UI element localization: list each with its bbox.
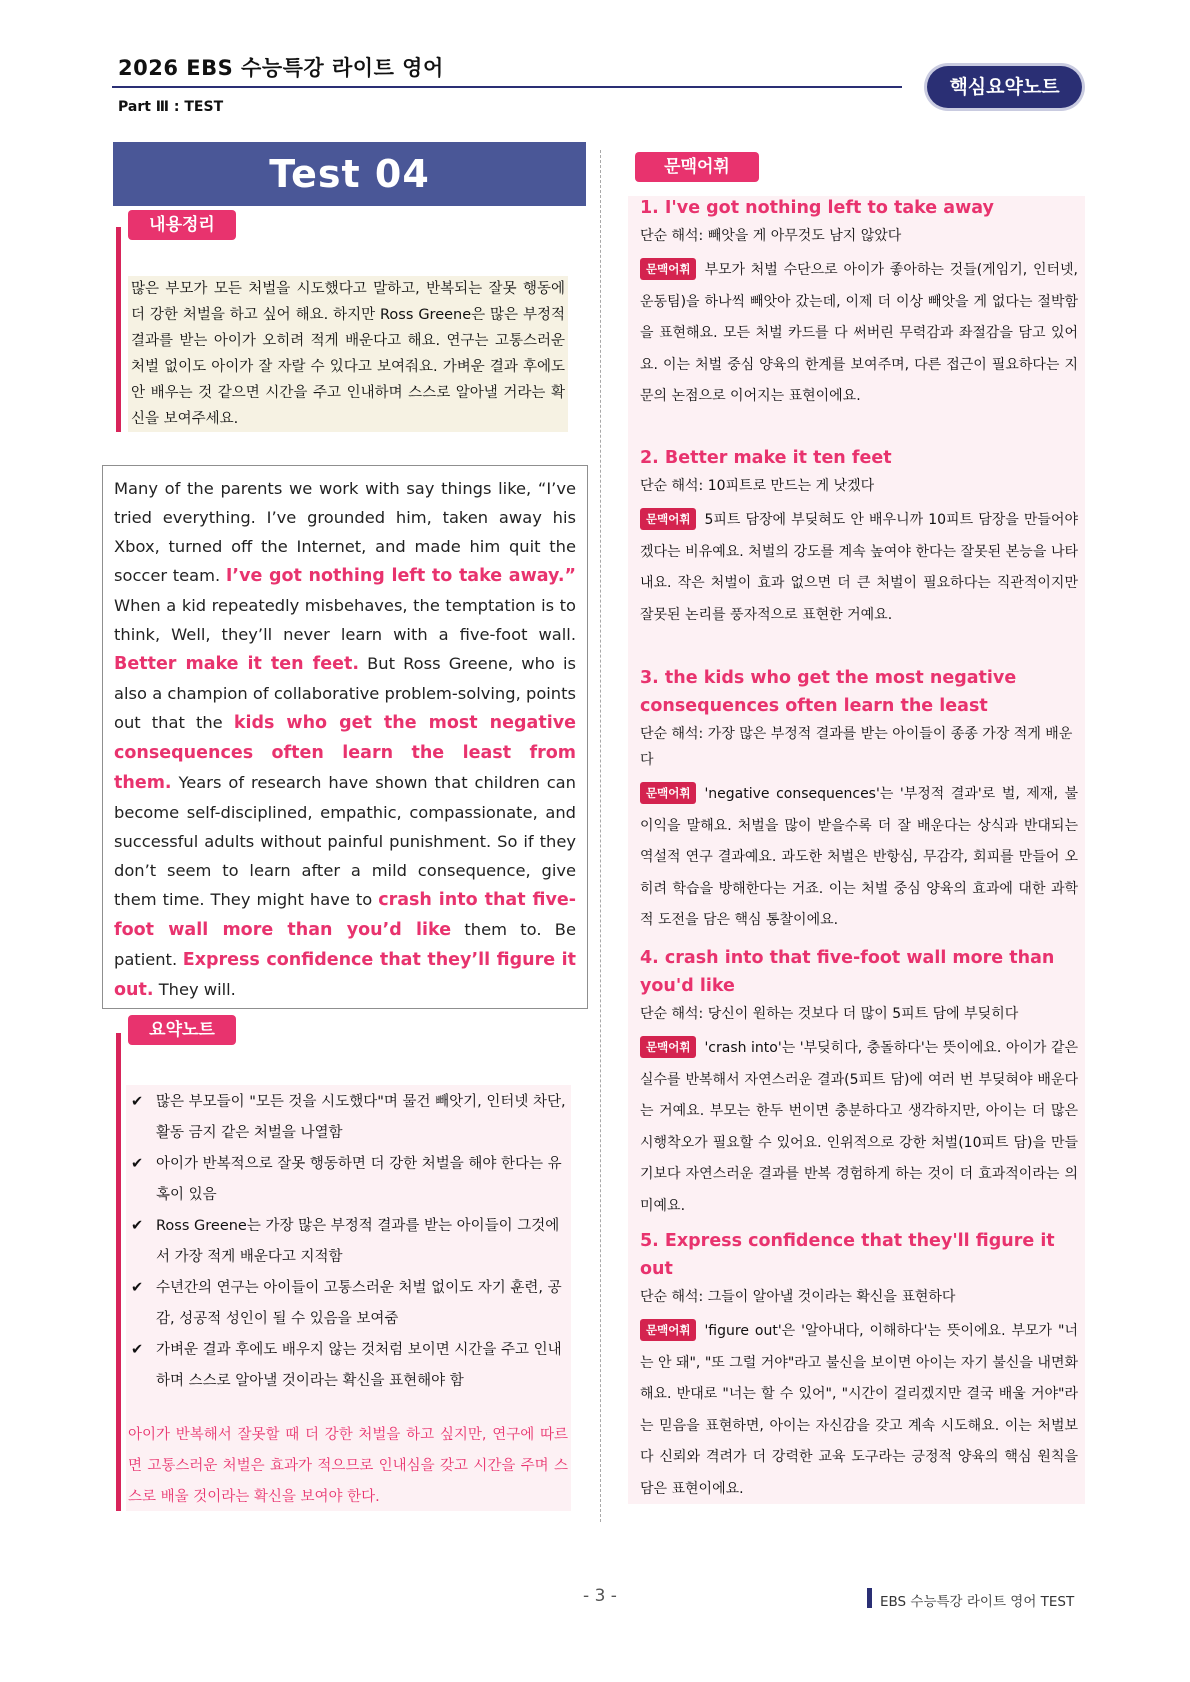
summary-item: ✔ 많은 부모들이 "모든 것을 시도했다"며 물건 빼앗기, 인터넷 차단, 활동 금지 같은 처벌을 나열함 (128, 1087, 568, 1149)
check-icon: ✔ (131, 1280, 144, 1296)
passage-highlight: kids who get the most negative consequences often learn the least from them. (114, 713, 576, 793)
vocab-explanation: 문맥어휘 'crash into'는 '부딪히다, 충돌하다'는 뜻이에요. 아이가 같은 실수를 반복해서 자연스러운 결과(5피트 담)에 여러 번 부딪혀야 배운다는 거예요. 부모는 한두 번이면 충분하다고 생각하지만, 아이는 더 많은 시행착오가 필요할 수 있어요. 인위적으로 강한 처벌(10피트 담)을 만들기보다 자연스러운 결과를 반복 경험하게 하는 것이 더 효과적이라는 의미예요. (640, 1033, 1078, 1222)
summary-conclusion: 아이가 반복해서 잘못할 때 더 강한 처벌을 하고 싶지만, 연구에 따르면 고통스러운 처벌은 효과가 적으므로 인내심을 갖고 시간을 주며 스스로 배울 것이라는 확신을 보여야 한다. (128, 1427, 568, 1505)
vocab-meaning: 단순 해석: 10피트로 만드는 게 낫겠다 (640, 478, 875, 494)
passage-highlight: I’ve got nothing left to take away.” (225, 566, 576, 586)
vocab-item (640, 944, 1078, 1222)
summary-item: ✔ 수년간의 연구는 아이들이 고통스러운 처벌 없이도 자기 훈련, 공감, 성공적 성인이 될 수 있음을 보여줌 (128, 1273, 568, 1335)
check-icon: ✔ (131, 1342, 144, 1358)
footer-text: EBS 수능특강 라이트 영어 TEST (880, 1594, 1075, 1610)
vocab-phrase: 1. I've got nothing left to take away (640, 198, 994, 218)
test-title-banner: Test 04 (113, 142, 586, 206)
vocab-tag: 문맥어휘 (640, 1036, 696, 1058)
vocab-item (640, 444, 1078, 631)
vocab-explanation: 문맥어휘 'negative consequences'는 '부정적 결과'로 벌, 제재, 불이익을 말해요. 처벌을 많이 받을수록 더 잘 배운다는 상식과 반대되는 역설적 연구 결과예요. 과도한 처벌은 반항심, 무감각, 회피를 만들어 오히려 학습을 방해한다는 거죠. 이는 처벌 중심 양육의 효과에 대한 과학적 도전을 담은 핵심 통찰이에요. (640, 779, 1078, 937)
vocab-phrase: 3. the kids who get the most negative consequences often learn the least (640, 668, 1017, 716)
passage-box (102, 465, 588, 1009)
passage-highlight: Better make it ten feet. (114, 654, 360, 674)
passage-text: But Ross Greene, who is also a champion of collaborative problem-solving, points out that the (114, 654, 576, 732)
passage-text: They will. (158, 980, 236, 999)
vocab-meaning: 단순 해석: 가장 많은 부정적 결과를 받는 아이들이 종종 가장 적게 배운다 (640, 726, 1073, 768)
passage-text: them to. Be patient. (114, 920, 576, 969)
passage-highlight: crash into that five-foot wall more than you’d like (114, 890, 577, 940)
summary-note-label: 요약노트 (128, 1015, 236, 1045)
passage-text: When a kid repeatedly misbehaves, the temptation is to think, Well, they’ll never learn with a five-foot wall. (114, 596, 576, 644)
vocab-item (640, 1227, 1078, 1505)
vocab-tag: 문맥어휘 (640, 508, 696, 530)
vocab-phrase: 4. crash into that five-foot wall more than you'd like (640, 948, 1055, 996)
summary-item: ✔ 가벼운 결과 후에도 배우지 않는 것처럼 보이면 시간을 주고 인내하며 스스로 알아낼 것이라는 확신을 표현해야 함 (128, 1335, 568, 1397)
summary-item: ✔ 아이가 반복적으로 잘못 행동하면 더 강한 처벌을 해야 한다는 유혹이 있음 (128, 1149, 568, 1211)
vocab-item (640, 194, 1078, 413)
header-badge: 핵심요약노트 (927, 66, 1082, 108)
vocab-tag: 문맥어휘 (640, 258, 696, 280)
passage-text: Many of the parents we work with say things like, “I’ve tried everything. I’ve grounded him, taken away his Xbox, turned off the Internet, and made him quit the soccer team. (114, 479, 576, 585)
vocab-item (640, 664, 1078, 937)
vocab-tag: 문맥어휘 (640, 782, 696, 804)
summary-list (128, 1087, 568, 1397)
check-icon: ✔ (131, 1094, 144, 1110)
content-summary-text: 많은 부모가 모든 처벌을 시도했다고 말하고, 반복되는 잘못 행동에 더 강한 처벌을 하고 싶어 해요. 하지만 Ross Greene은 많은 부정적 결과를 받는 아이가 오히려 적게 배운다고 해요. 연구는 고통스러운 처벌 없이도 아이가 잘 자랄 수 있다고 보여줘요. 가벼운 결과 후에도 안 배우는 것 같으면 시간을 주고 인내하며 스스로 알아낼 거라는 확신을 보여주세요. (128, 276, 568, 432)
vocab-phrase: 5. Express confidence that they'll figure it out (640, 1231, 1055, 1279)
check-icon: ✔ (131, 1156, 144, 1172)
footer-bar (867, 1588, 872, 1608)
passage-highlight: Express confidence that they’ll figure it out. (114, 950, 576, 1000)
vocab-tag: 문맥어휘 (640, 1319, 696, 1341)
header-part: Part Ⅲ : TEST (118, 99, 224, 115)
vocab-explanation: 문맥어휘 5피트 담장에 부딪혀도 안 배우니까 10피트 담장을 만들어야겠다는 비유예요. 처벌의 강도를 계속 높여야 한다는 잘못된 본능을 나타내요. 작은 처벌이 효과 없으면 더 큰 처벌이 필요하다는 직관적이지만 잘못된 논리를 풍자적으로 표현한 거예요. (640, 505, 1078, 631)
vocab-phrase: 2. Better make it ten feet (640, 448, 892, 468)
vocab-meaning: 단순 해석: 당신이 원하는 것보다 더 많이 5피트 담에 부딪히다 (640, 1006, 1019, 1022)
column-divider (600, 150, 601, 1522)
check-icon: ✔ (131, 1218, 144, 1234)
passage-text: Years of research have shown that children can become self-disciplined, empathic, compassionate, and successful adults without painful punishment. So if they don’t seem to learn after a mild consequence, give them time. They might have to (114, 773, 576, 909)
header-divider (112, 86, 902, 88)
content-summary-label: 내용정리 (128, 210, 236, 240)
vocab-label: 문맥어휘 (635, 152, 759, 182)
page-number: - 3 - (583, 1586, 617, 1606)
vocab-meaning: 단순 해석: 빼앗을 게 아무것도 남지 않았다 (640, 228, 902, 244)
vocab-explanation: 문맥어휘 'figure out'은 '알아내다, 이해하다'는 뜻이에요. 부모가 "너는 안 돼", "또 그럴 거야"라고 불신을 보이면 아이는 자기 불신을 내면화해요. 반대로 "너는 할 수 있어", "시간이 걸리겠지만 결국 배울 거야"라는 믿음을 표현하면, 아이는 자신감을 갖고 계속 시도해요. 이는 처벌보다 신뢰와 격려가 더 강력한 교육 도구라는 긍정적 양육의 핵심 원칙을 담은 표현이에요. (640, 1316, 1078, 1505)
header-title: 2026 EBS 수능특강 라이트 영어 (118, 56, 444, 80)
vocab-meaning: 단순 해석: 그들이 알아낼 것이라는 확신을 표현하다 (640, 1289, 956, 1305)
vocab-explanation: 문맥어휘 부모가 처벌 수단으로 아이가 좋아하는 것들(게임기, 인터넷, 운동팀)을 하나씩 빼앗아 갔는데, 이제 더 이상 빼앗을 게 없다는 절박함을 표현해요. 모든 처벌 카드를 다 써버린 무력감과 좌절감을 담고 있어요. 이는 처벌 중심 양육의 한계를 보여주며, 다른 접근이 필요하다는 지문의 논점으로 이어지는 표현이에요. (640, 255, 1078, 413)
summary-item: ✔ Ross Greene는 가장 많은 부정적 결과를 받는 아이들이 그것에서 가장 적게 배운다고 지적함 (128, 1211, 568, 1273)
